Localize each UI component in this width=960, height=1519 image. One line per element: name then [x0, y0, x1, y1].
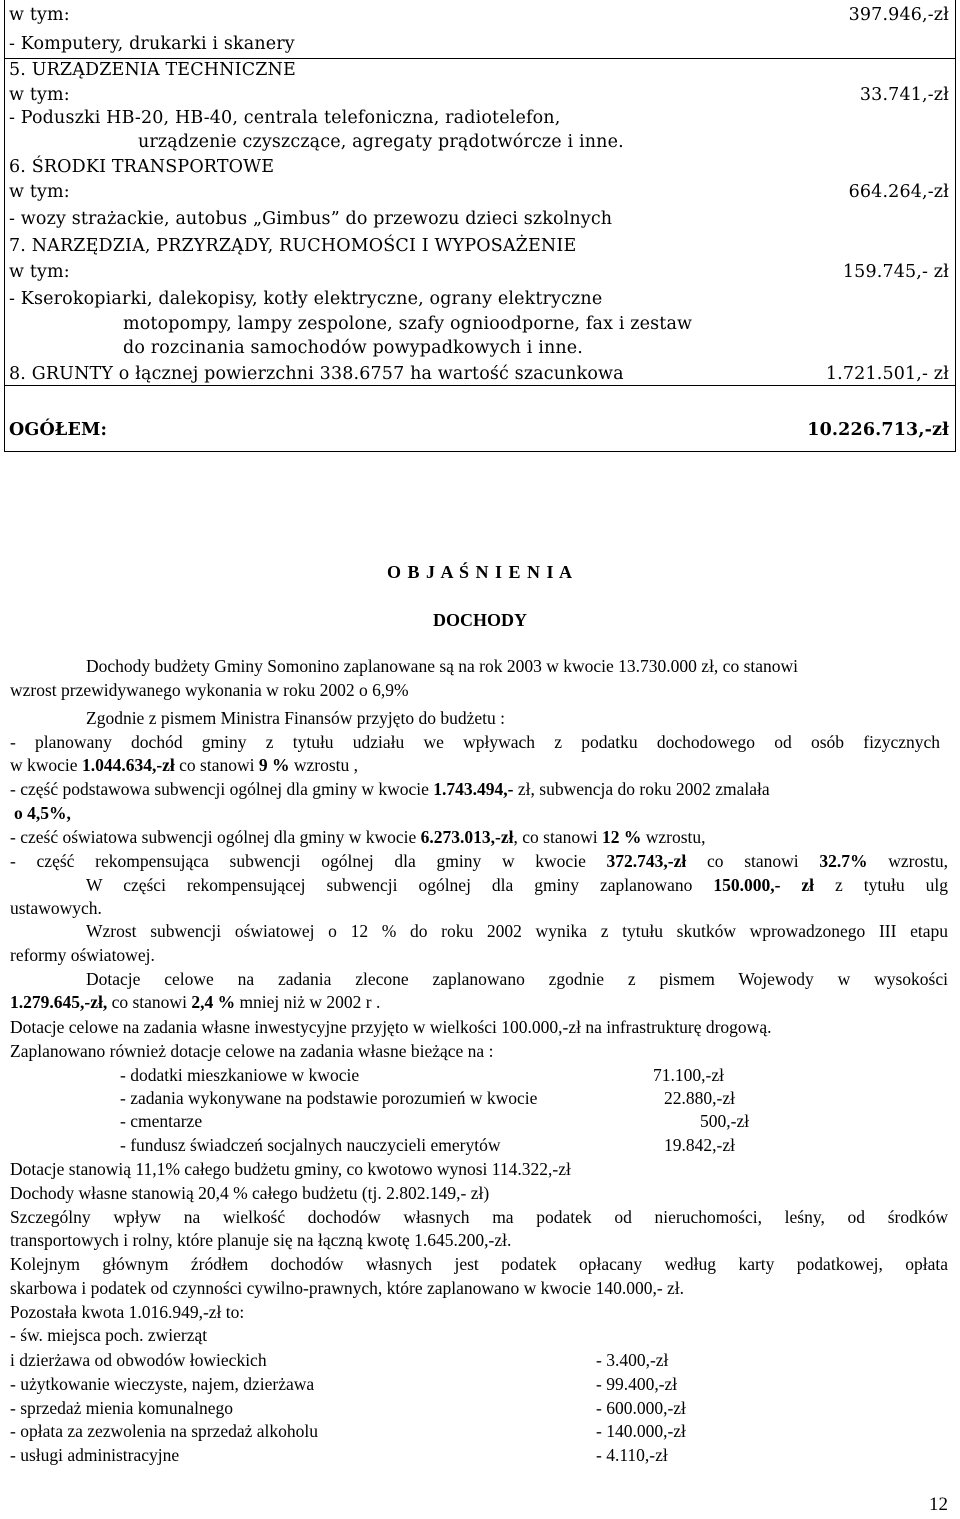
- list-item-label: - sprzedaż mienia komunalnego: [10, 1398, 234, 1418]
- page-number: 12: [929, 1494, 948, 1515]
- section-heading: 5. URZĄDZENIA TECHNICZNE: [9, 60, 296, 80]
- paragraph-line: skarbowa i podatek od czynności cywilno-prawnych, które zaplanowano w kwocie 140.000,- zł.: [10, 1278, 685, 1298]
- amount: 372.743,-zł: [606, 851, 687, 871]
- total-value: 10.226.713,-zł: [807, 420, 949, 440]
- section-heading: 7. NARZĘDZIA, PRZYRZĄDY, RUCHOMOŚCI I WYPOSAŻENIE: [9, 236, 577, 256]
- paragraph-line: [10, 754, 358, 776]
- row-value: 664.264,-zł: [848, 182, 949, 202]
- list-item-label: - zadania wykonywane na podstawie porozumień w kwocie: [120, 1088, 538, 1108]
- paragraph-line: wzrost przewidywanego wykonania w roku 2002 o 6,9%: [10, 680, 409, 700]
- paragraph-line: [86, 874, 948, 896]
- text: co stanowi: [107, 992, 192, 1012]
- section-title: O B J A Ś N I E N I A: [386, 562, 574, 582]
- list-item-value: 71.100,-zł: [653, 1065, 724, 1085]
- total-label: OGÓŁEM:: [9, 420, 108, 440]
- text: co stanowi: [686, 851, 820, 871]
- text: mniej niż w 2002 r .: [235, 992, 381, 1012]
- text: zł, subwencja do roku 2002 zmalała: [513, 779, 770, 799]
- paragraph-line: Kolejnym głównym źródłem dochodów własnych jest podatek opłacany według karty podatkowej, opłata: [10, 1254, 948, 1274]
- row-value: 33.741,-zł: [859, 85, 949, 105]
- text: z tytułu ulg: [814, 875, 948, 895]
- item-text: urządzenie czyszczące, agregaty prądotwórcze i inne.: [138, 132, 624, 152]
- row-value: 1.721.501,- zł: [825, 364, 949, 384]
- paragraph-line: [10, 850, 948, 872]
- list-item-label: i dzierżawa od obwodów łowieckich: [10, 1350, 267, 1370]
- paragraph-line: Szczególny wpływ na wielkość dochodów własnych ma podatek od nieruchomości, leśny, od środków: [10, 1207, 948, 1227]
- list-item-value: 22.880,-zł: [664, 1088, 735, 1108]
- item-text: do rozcinania samochodów powypadkowych i inne.: [123, 338, 584, 358]
- section-heading: 6. ŚRODKI TRANSPORTOWE: [9, 157, 275, 177]
- item-text: - Komputery, drukarki i skanery: [9, 34, 295, 54]
- list-item-label: - dodatki mieszkaniowe w kwocie: [120, 1065, 360, 1085]
- percent: 2,4 %: [191, 992, 236, 1012]
- amount: 1.743.494,-: [433, 779, 514, 799]
- text: wzrostu,: [641, 827, 706, 847]
- text: wzrostu ,: [289, 755, 359, 775]
- item-text: - Kserokopiarki, dalekopisy, kotły elektryczne, ograny elektryczne: [9, 289, 603, 309]
- paragraph-line: Pozostała kwota 1.016.949,-zł to:: [10, 1302, 245, 1322]
- paragraph-line: - planowany dochód gminy z tytułu udziału we wpływach z podatku dochodowego od osób fizycznych: [10, 732, 940, 752]
- row-label: w tym:: [9, 262, 70, 282]
- paragraph-line: o 4,5%,: [14, 803, 71, 823]
- row-label: w tym:: [9, 5, 70, 25]
- text: - część podstawowa subwencji ogólnej dla gminy w kwocie: [10, 779, 434, 799]
- text: w kwocie: [10, 755, 82, 775]
- section-subtitle: DOCHODY: [433, 610, 527, 630]
- list-item-label: - użytkowanie wieczyste, najem, dzierżawa: [10, 1374, 315, 1394]
- paragraph-line: ustawowych.: [10, 898, 102, 918]
- list-item-value: 500,-zł: [700, 1111, 750, 1131]
- item-text: motopompy, lampy zespolone, szafy ognioodporne, fax i zestaw: [123, 314, 693, 334]
- paragraph-line: - św. miejsca poch. zwierząt: [10, 1325, 208, 1345]
- row-label: w tym:: [9, 85, 70, 105]
- amount: 150.000,- zł: [713, 875, 815, 895]
- text: - cześć oświatowa subwencji ogólnej dla gminy w kwocie: [10, 827, 421, 847]
- text: , co stanowi: [513, 827, 602, 847]
- list-item-label: - cmentarze: [120, 1111, 203, 1131]
- item-text: - Poduszki HB-20, HB-40, centrala telefoniczna, radiotelefon,: [9, 108, 561, 128]
- paragraph-line: Zaplanowano również dotacje celowe na zadania własne bieżące na :: [10, 1041, 494, 1061]
- paragraph-line: Dotacje celowe na zadania własne inwestycyjne przyjęto w wielkości 100.000,-zł na infrastrukturę drogową.: [10, 1017, 772, 1037]
- list-item-value: - 140.000,-zł: [596, 1421, 686, 1441]
- amount: 6.273.013,-zł: [420, 827, 514, 847]
- paragraph-line: [10, 991, 380, 1013]
- percent: 9 %: [258, 755, 290, 775]
- section-heading: 8. GRUNTY o łącznej powierzchni 338.6757 ha wartość szacunkowa: [9, 364, 624, 384]
- text: W części rekompensującej subwencji ogólnej dla gminy zaplanowano: [86, 875, 714, 895]
- paragraph-line: [10, 826, 706, 848]
- paragraph-line: Dochody własne stanowią 20,4 % całego budżetu (tj. 2.802.149,- zł): [10, 1183, 490, 1203]
- paragraph-line: Dotacje stanowią 11,1% całego budżetu gminy, co kwotowo wynosi 114.322,-zł: [10, 1159, 571, 1179]
- percent: 32.7%: [819, 851, 868, 871]
- percent: 12 %: [601, 827, 642, 847]
- total-divider: [5, 385, 955, 386]
- row-value: 159.745,- zł: [842, 262, 949, 282]
- list-item-value: 19.842,-zł: [664, 1135, 735, 1155]
- list-item-label: - usługi administracyjne: [10, 1445, 180, 1465]
- text: wzrostu,: [867, 851, 948, 871]
- paragraph-line: reformy oświatowej.: [10, 945, 155, 965]
- paragraph-line: Dochody budżety Gminy Somonino zaplanowane są na rok 2003 w kwocie 13.730.000 zł, co stanowi: [86, 656, 799, 676]
- list-item-label: - opłata za zezwolenia na sprzedaż alkoholu: [10, 1421, 319, 1441]
- paragraph-line: Wzrost subwencji oświatowej o 12 % do roku 2002 wynika z tytułu skutków wprowadzonego III etapu: [86, 921, 948, 941]
- list-item-value: - 3.400,-zł: [596, 1350, 669, 1370]
- paragraph-line: transportowych i rolny, które planuje się na łączną kwotę 1.645.200,-zł.: [10, 1230, 512, 1250]
- list-item-value: - 4.110,-zł: [596, 1445, 668, 1465]
- paragraph-line: Dotacje celowe na zadania zlecone zaplanowano zgodnie z pismem Wojewody w wysokości: [86, 969, 948, 989]
- text: co stanowi: [174, 755, 259, 775]
- row-value: 397.946,-zł: [848, 5, 949, 25]
- row-label: w tym:: [9, 182, 70, 202]
- list-item-value: - 99.400,-zł: [596, 1374, 678, 1394]
- amount: 1.279.645,-zł,: [10, 992, 108, 1012]
- assets-table: [4, 0, 956, 452]
- list-item-label: - fundusz świadczeń socjalnych nauczycieli emerytów: [120, 1135, 501, 1155]
- item-text: - wozy strażackie, autobus „Gimbus” do przewozu dzieci szkolnych: [9, 209, 613, 229]
- paragraph-line: Zgodnie z pismem Ministra Finansów przyjęto do budżetu :: [86, 708, 505, 728]
- list-item-value: - 600.000,-zł: [596, 1398, 686, 1418]
- text: - część rekompensująca subwencji ogólnej dla gminy w kwocie: [10, 851, 607, 871]
- paragraph-line: [10, 778, 770, 800]
- amount: 1.044.634,-zł: [81, 755, 175, 775]
